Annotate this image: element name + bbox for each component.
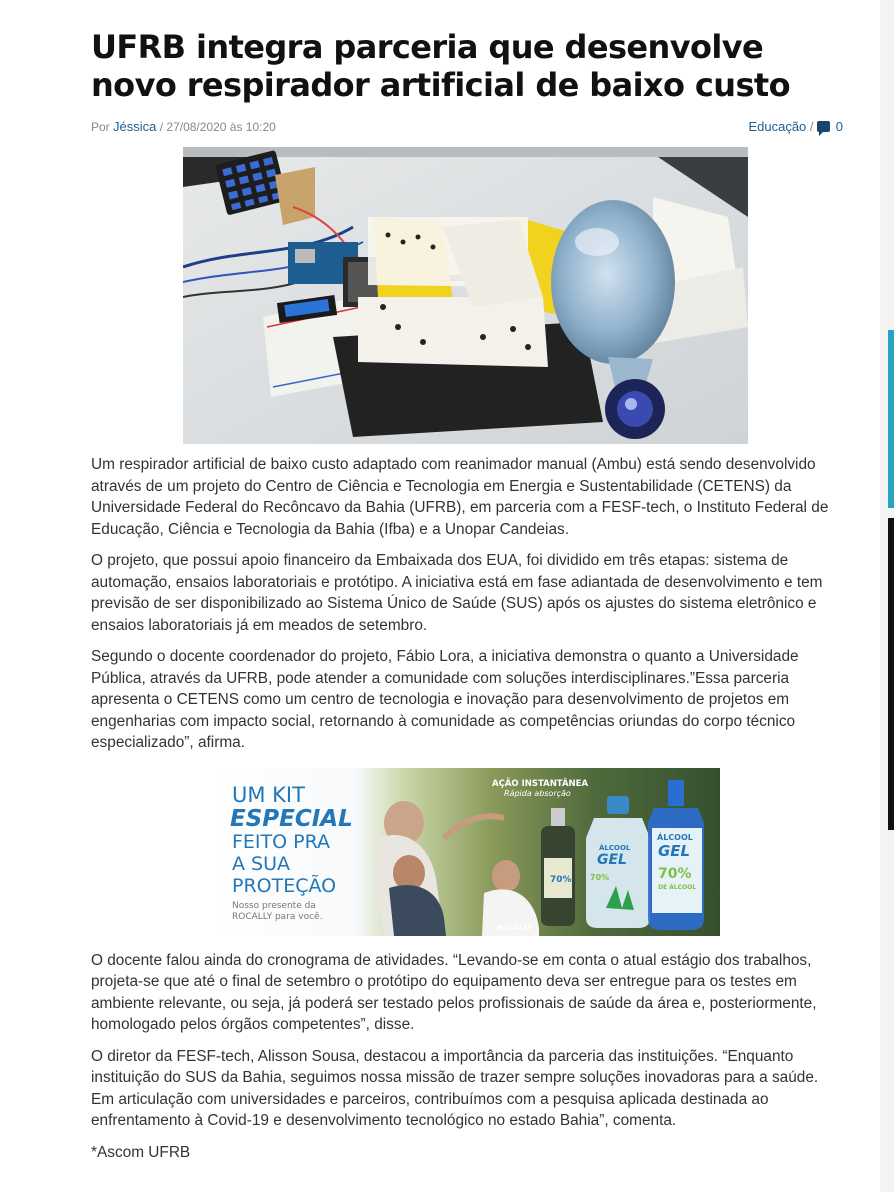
comment-icon [817, 121, 830, 132]
rocally-ad-banner[interactable] [214, 768, 720, 936]
paragraph-4: O docente falou ainda do cronograma de atividades. “Levando-se em conta o atual estágio dos trabalhos, projeta-se que até o final de setembro o protótipo do equipamento deva ser entregue para os testes em ambiente relevante, ou seja, já poderá ser testado pelos profissionais de saúde da área e, posteriormente, homologado pelos órgãos competentes”, disse. [91, 951, 817, 1033]
meta-separator: / [159, 120, 167, 134]
ad-tag-1: AÇÃO INSTANTÂNEA [492, 778, 589, 789]
comments-count: 0 [835, 119, 843, 134]
ad-line-2: ESPECIAL [230, 805, 353, 832]
ad-line-1: UM KIT [232, 782, 305, 807]
by-label: Por [91, 120, 110, 134]
article-photo [183, 147, 748, 444]
article-meta [91, 119, 843, 139]
meta-right [748, 119, 843, 134]
ad-brand-logo: ROCALLY [497, 923, 532, 932]
paragraph-5: O diretor da FESF-tech, Alisson Sousa, destacou a importância da parceria das instituições. “Enquanto instituição do SUS da Bahia, seguimos nossa missão de trazer sempre soluções inovadoras para a saúde. Em articulação com universidades e parceiros, contribuímos com a pesquisa aplicada destinada ao enfrentamento à Covid-19 e desenvolvimento tecnológico no estado Bahia”, comenta. [91, 1047, 819, 1129]
ad-line-3: FEITO PRA [232, 830, 331, 853]
ad-bottle-2-name: GEL [597, 851, 627, 868]
ad-small-2: ROCALLY para você. [232, 911, 323, 922]
ad-line-5: PROTEÇÃO [232, 874, 337, 897]
article-signature: *Ascom UFRB [91, 1143, 191, 1161]
ad-bottle-1-name: GEL [658, 841, 691, 860]
ad-bottle-2-pct: 70% [590, 872, 610, 882]
ad-bottle-1-pct: 70% [658, 865, 692, 882]
paragraph-3: Segundo o docente coordenador do projeto, Fábio Lora, a iniciativa demonstra o quanto a Universidade Pública, através da UFRB, pode atender a comunidade com soluções interdisciplinares.”Essa parceria apresenta o CETENS como um centro de tecnologia e inovação para desenvolvimento de projetos em engenharias com impacto social, retornando à comunidade as competências oriundas do corpo técnico especializado”, afirma. [91, 648, 799, 751]
side-tab-dark[interactable] [888, 518, 894, 830]
ad-bottle-2-brand: ÁLCOOL [599, 843, 631, 852]
post-date: 27/08/2020 às 10:20 [166, 120, 276, 134]
ad-small-1: Nosso presente da [232, 900, 316, 911]
paragraph-2: O projeto, que possui apoio financeiro da Embaixada dos EUA, foi dividido em três etapas: sistema de automação, ensaios laboratoriais e protótipo. A iniciativa está em fase adiantada de desenvolvimento e tem previsão de ser disponibilizado ao Sistema Único de Saúde (SUS) após os ajustes do sistema eletrônico e ensaios laboratoriais já em meados de setembro. [91, 552, 823, 634]
category-separator: / [809, 119, 818, 134]
ad-bottle-1-brand: ÁLCOOL [657, 832, 693, 842]
category-link[interactable]: Educação [748, 119, 807, 134]
ad-line-4: A SUA [232, 852, 291, 875]
ad-bottle-3-pct: 70% [550, 874, 572, 885]
ad-bottle-1-sub: DE ÁLCOOL [658, 883, 697, 891]
side-tab-teal[interactable] [888, 330, 894, 508]
ad-tag-2: Rápida absorção [504, 788, 571, 798]
author-link[interactable]: Jéssica [113, 119, 157, 134]
article-title: UFRB integra parceria que desenvolve novo respirador artificial de baixo custo [91, 28, 790, 104]
comments-link[interactable] [817, 119, 843, 134]
article [91, 28, 843, 1173]
paragraph-1: Um respirador artificial de baixo custo adaptado com reanimador manual (Ambu) está sendo desenvolvido através de um projeto do Centro de Ciência e Tecnologia em Energia e Sustentabilidade (CETENS) da Universidade Federal do Recôncavo da Bahia (UFRB), em parceria com a FESF-tech, o Instituto Federal de Educação, Ciência e Tecnologia da Bahia (Ifba) e a Unopar Candeias. [91, 456, 829, 538]
